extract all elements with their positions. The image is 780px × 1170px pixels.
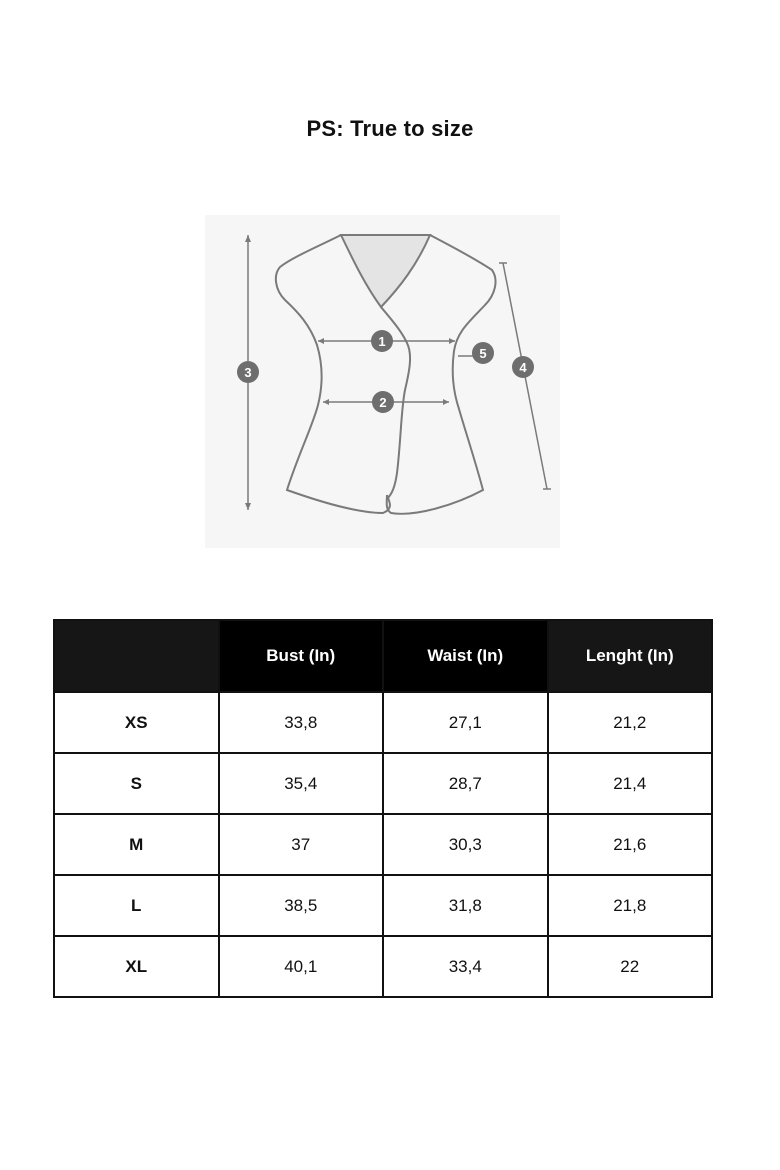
size-cell: M: [54, 814, 219, 875]
length-cell: 21,4: [548, 753, 713, 814]
length-cell: 21,8: [548, 875, 713, 936]
bust-arrow-right: [449, 338, 455, 344]
table-row: [54, 814, 712, 875]
table-row: [54, 753, 712, 814]
size-cell: XS: [54, 692, 219, 753]
marker-5: [472, 342, 494, 364]
bust-arrow-left: [318, 338, 324, 344]
bust-cell: 35,4: [219, 753, 384, 814]
svg-text:1: 1: [378, 334, 386, 349]
waist-cell: 28,7: [383, 753, 548, 814]
waist-cell: 30,3: [383, 814, 548, 875]
table-header-row: [54, 620, 712, 692]
svg-text:2: 2: [379, 395, 387, 410]
length-cell: 22: [548, 936, 713, 997]
garment-diagram: [205, 215, 560, 548]
svg-text:4: 4: [519, 360, 527, 375]
length-arrow-top: [245, 235, 251, 242]
page-title: PS: True to size: [306, 116, 474, 141]
waist-cell: 33,4: [383, 936, 548, 997]
waist-cell: 31,8: [383, 875, 548, 936]
waist-arrow-left: [323, 399, 329, 405]
length-cell: 21,6: [548, 814, 713, 875]
length-cell: 21,2: [548, 692, 713, 753]
vest-illustration: [205, 215, 560, 548]
size-chart-table: [53, 619, 713, 998]
waist-cell: 27,1: [383, 692, 548, 753]
marker-3: [237, 361, 259, 383]
table-row: [54, 692, 712, 753]
size-cell: L: [54, 875, 219, 936]
size-cell: S: [54, 753, 219, 814]
waist-arrow-right: [443, 399, 449, 405]
header-bust: Bust (In): [219, 620, 384, 692]
header-corner: [54, 620, 219, 692]
header-length: Lenght (In): [548, 620, 713, 692]
length-arrow-bottom: [245, 503, 251, 510]
header-waist: Waist (In): [383, 620, 548, 692]
bust-cell: 38,5: [219, 875, 384, 936]
table-row: [54, 875, 712, 936]
marker-1: [371, 330, 393, 352]
bust-cell: 37: [219, 814, 384, 875]
marker-2: [372, 391, 394, 413]
bust-cell: 40,1: [219, 936, 384, 997]
marker-4: [512, 356, 534, 378]
neckline-shape: [341, 235, 430, 307]
bust-cell: 33,8: [219, 692, 384, 753]
svg-text:5: 5: [479, 346, 487, 361]
table-row: [54, 936, 712, 997]
svg-text:3: 3: [244, 365, 252, 380]
size-cell: XL: [54, 936, 219, 997]
